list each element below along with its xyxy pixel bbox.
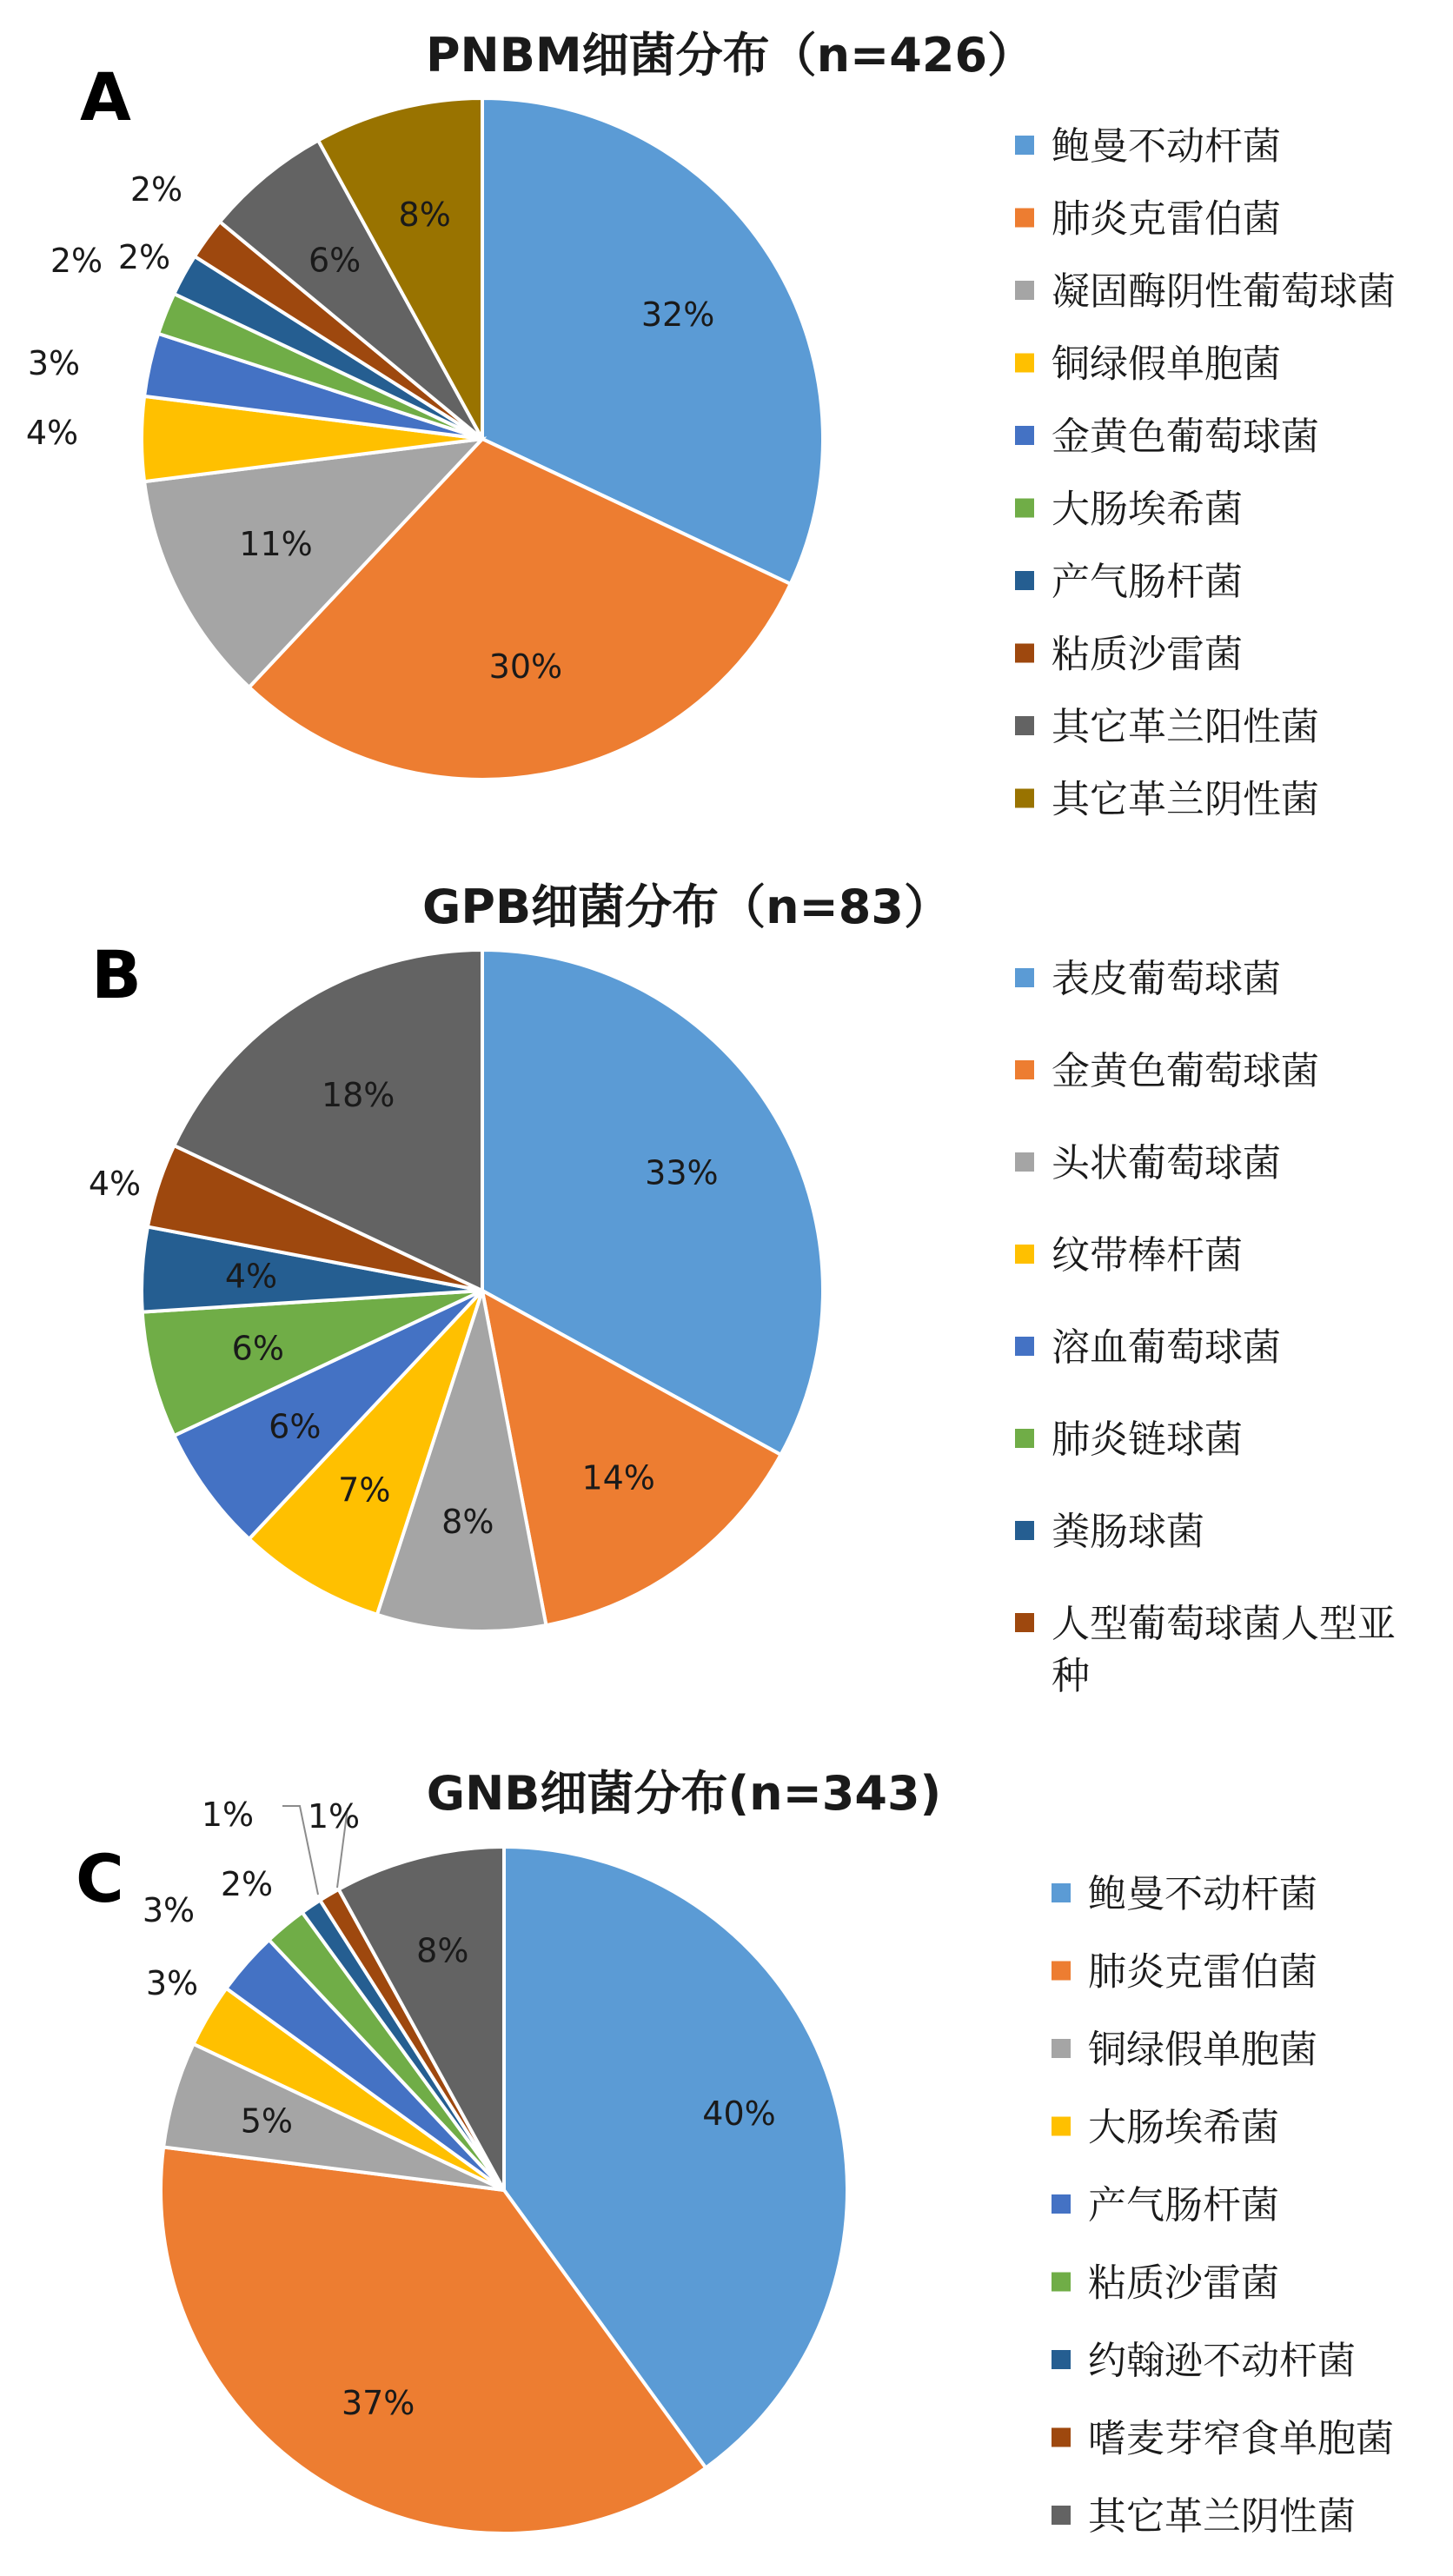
slice-label: 32%	[640, 295, 715, 335]
legend-swatch	[1015, 426, 1034, 445]
legend-swatch	[1015, 1245, 1034, 1264]
slice-label: 40%	[702, 2095, 776, 2134]
slice-label: 33%	[645, 1153, 719, 1192]
slice-label: 8%	[416, 1931, 469, 1970]
legend-swatch	[1052, 2350, 1071, 2369]
legend-swatch	[1015, 1152, 1034, 1172]
legend-swatch	[1015, 136, 1034, 155]
slice-label: 4%	[224, 1257, 278, 1296]
slice-label: 2%	[129, 170, 183, 209]
slice-label: 8%	[398, 195, 451, 234]
slice-label: 3%	[27, 344, 81, 382]
panel-c	[76, 1766, 1394, 2539]
slice-label: 11%	[239, 525, 313, 563]
slice-label: 6%	[269, 1407, 322, 1446]
legend-swatch	[1052, 2194, 1071, 2214]
legend-label: 其它革兰阳性菌	[1052, 705, 1319, 749]
slice-label: 8%	[441, 1503, 494, 1541]
slice-label: 6%	[231, 1329, 284, 1368]
legend-swatch	[1015, 281, 1034, 300]
legend-label: 其它革兰阴性菌	[1052, 777, 1319, 822]
legend-swatch	[1052, 2428, 1071, 2447]
slice-label: 5%	[240, 2101, 294, 2141]
panel-b-legend	[1015, 957, 1396, 1698]
legend-label: 表皮葡萄球菌	[1052, 957, 1281, 1001]
legend-label: 嗜麦芽窄食单胞菌	[1088, 2416, 1394, 2461]
legend-swatch	[1015, 716, 1034, 735]
legend-label: 种	[1052, 1654, 1090, 1698]
panel-b	[89, 880, 1396, 1698]
legend-label: 鲍曼不动杆菌	[1052, 124, 1281, 169]
legend-swatch	[1015, 354, 1034, 373]
slice-label: 4%	[25, 414, 79, 452]
legend-swatch	[1015, 209, 1034, 228]
legend-swatch	[1015, 499, 1034, 518]
legend-label: 粘质沙雷菌	[1088, 2261, 1279, 2306]
panel-a-legend	[1015, 124, 1396, 822]
panel-b-pie	[89, 950, 823, 1631]
slice-label: 6%	[308, 241, 362, 280]
slice-label: 1%	[307, 1797, 361, 1836]
legend-label: 肺炎链球菌	[1052, 1417, 1243, 1462]
legend-swatch	[1052, 2117, 1071, 2136]
panel-c-letter: C	[76, 1840, 124, 1917]
legend-label: 粘质沙雷菌	[1052, 632, 1243, 677]
slice-label: 2%	[117, 238, 171, 276]
legend-label: 人型葡萄球菌人型亚	[1052, 1602, 1396, 1646]
legend-label: 溶血葡萄球菌	[1052, 1325, 1281, 1370]
slice-label: 18%	[321, 1075, 395, 1114]
legend-label: 其它革兰阴性菌	[1088, 2494, 1356, 2539]
legend-label: 产气肠杆菌	[1088, 2183, 1279, 2227]
legend-swatch	[1015, 571, 1034, 590]
legend-swatch	[1052, 2506, 1071, 2525]
legend-label: 凝固酶阴性葡萄球菌	[1052, 269, 1396, 314]
legend-swatch	[1015, 1337, 1034, 1356]
legend-label: 纹带棒杆菌	[1052, 1233, 1243, 1278]
legend-swatch	[1015, 968, 1034, 987]
legend-swatch	[1052, 1883, 1071, 1902]
slice-label: 2%	[50, 242, 103, 280]
legend-label: 大肠埃希菌	[1088, 2105, 1279, 2150]
panel-a-pie	[26, 98, 823, 780]
panel-c-title: GNB细菌分布(n=343)	[426, 1766, 942, 1821]
legend-label: 头状葡萄球菌	[1052, 1141, 1281, 1185]
legend-label: 产气肠杆菌	[1052, 560, 1243, 604]
slice-label: 2%	[220, 1865, 274, 1903]
legend-label: 肺炎克雷伯菌	[1052, 196, 1281, 242]
legend-swatch	[1015, 1613, 1034, 1632]
legend-swatch	[1015, 1521, 1034, 1540]
legend-label: 大肠埃希菌	[1052, 487, 1243, 532]
slice-label: 30%	[488, 647, 563, 686]
legend-swatch	[1015, 644, 1034, 663]
panel-b-title: GPB细菌分布（n=83）	[422, 880, 951, 934]
slice-label: 3%	[145, 1964, 199, 2002]
panel-a-letter: A	[80, 58, 131, 136]
legend-label: 金黄色葡萄球菌	[1052, 415, 1319, 459]
slice-label: 1%	[201, 1796, 255, 1834]
slice-label: 37%	[341, 2383, 415, 2422]
legend-label: 铜绿假单胞菌	[1088, 2028, 1317, 2072]
legend-swatch	[1015, 1060, 1034, 1079]
legend-label: 肺炎克雷伯菌	[1088, 1949, 1317, 1995]
panel-c-pie	[143, 1796, 847, 2533]
legend-swatch	[1015, 1429, 1034, 1448]
legend-swatch	[1052, 2273, 1071, 2292]
slice-label: 3%	[142, 1891, 196, 1929]
slice-label: 4%	[88, 1165, 142, 1203]
panel-c-legend	[1052, 1872, 1394, 2539]
legend-label: 约翰逊不动杆菌	[1088, 2339, 1356, 2383]
legend-label: 铜绿假单胞菌	[1052, 342, 1281, 387]
legend-label: 鲍曼不动杆菌	[1088, 1872, 1317, 1916]
slice-label: 14%	[581, 1458, 655, 1497]
legend-swatch	[1015, 789, 1034, 808]
legend-label: 金黄色葡萄球菌	[1052, 1049, 1319, 1093]
legend-label: 粪肠球菌	[1052, 1510, 1204, 1554]
panel-a	[26, 28, 1396, 822]
slice-label: 7%	[338, 1471, 391, 1510]
panel-b-letter: B	[91, 936, 142, 1013]
legend-swatch	[1052, 1962, 1071, 1981]
panel-a-title: PNBM细菌分布（n=426）	[425, 28, 1035, 83]
legend-swatch	[1052, 2039, 1071, 2058]
